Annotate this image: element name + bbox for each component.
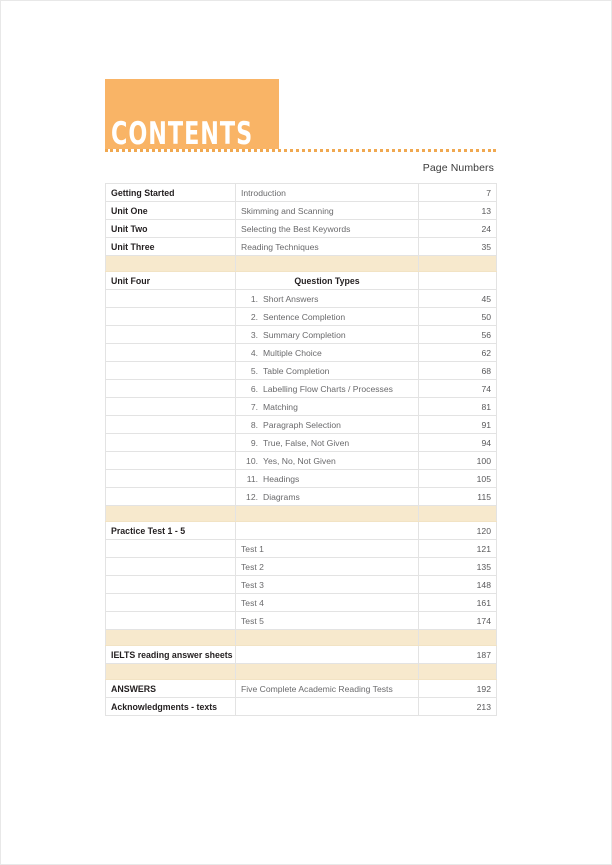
row-description [236, 416, 419, 434]
row-description: Skimming and Scanning [236, 202, 419, 220]
row-section-heading: Question Types [236, 272, 419, 290]
table-row[interactable] [106, 238, 497, 256]
row-label: Unit Two [106, 220, 236, 238]
row-page-number: 74 [419, 380, 497, 398]
item-text: Summary Completion [263, 329, 346, 340]
table-row[interactable] [106, 522, 497, 540]
row-description [236, 646, 419, 664]
item-text: Matching [263, 401, 298, 412]
table-row[interactable] [106, 680, 497, 698]
spacer-cell [236, 256, 419, 272]
row-page-number: 161 [419, 594, 497, 612]
row-description: Test 1 [236, 540, 419, 558]
table-row[interactable] [106, 184, 497, 202]
table-row[interactable] [106, 488, 497, 506]
table-row[interactable] [106, 576, 497, 594]
item-number: 12. [246, 491, 258, 502]
table-row[interactable] [106, 326, 497, 344]
table-row[interactable] [106, 416, 497, 434]
spacer-cell [236, 664, 419, 680]
item-text: Sentence Completion [263, 311, 346, 322]
page-title: CONTENTS [111, 116, 254, 152]
item-text: Headings [263, 473, 300, 484]
table-row[interactable] [106, 434, 497, 452]
spacer-cell [419, 630, 497, 646]
table-row[interactable] [106, 272, 497, 290]
row-description [236, 522, 419, 540]
row-description [236, 452, 419, 470]
row-label [106, 344, 236, 362]
item-number: 7. [250, 401, 258, 412]
row-label [106, 594, 236, 612]
row-description [236, 308, 419, 326]
spacer-cell [106, 256, 236, 272]
row-label: Practice Test 1 - 5 [106, 522, 236, 540]
table-row[interactable] [106, 470, 497, 488]
table-row[interactable] [106, 398, 497, 416]
row-label: ANSWERS [106, 680, 236, 698]
row-description: Five Complete Academic Reading Tests [236, 680, 419, 698]
row-description: Selecting the Best Keywords [236, 220, 419, 238]
row-label: Unit One [106, 202, 236, 220]
item-text: Diagrams [263, 491, 300, 502]
row-page-number: 94 [419, 434, 497, 452]
table-row[interactable] [106, 380, 497, 398]
spacer-cell [106, 630, 236, 646]
row-description: Test 5 [236, 612, 419, 630]
table-row[interactable] [106, 612, 497, 630]
spacer-cell [419, 256, 497, 272]
row-page-number [419, 272, 497, 290]
item-text: Labelling Flow Charts / Processes [263, 383, 393, 394]
row-label [106, 326, 236, 344]
item-number: 2. [250, 311, 258, 322]
row-page-number: 187 [419, 646, 497, 664]
spacer-cell [236, 506, 419, 522]
row-label [106, 362, 236, 380]
table-body [106, 184, 497, 716]
row-page-number: 120 [419, 522, 497, 540]
row-description: Test 3 [236, 576, 419, 594]
row-page-number: 81 [419, 398, 497, 416]
row-description [236, 326, 419, 344]
item-text: Table Completion [263, 365, 330, 376]
row-label [106, 416, 236, 434]
item-number: 3. [250, 329, 258, 340]
row-page-number: 135 [419, 558, 497, 576]
spacer-cell [106, 664, 236, 680]
item-number: 1. [250, 293, 258, 304]
table-spacer-row [106, 630, 497, 646]
row-page-number: 115 [419, 488, 497, 506]
table-row[interactable] [106, 594, 497, 612]
row-label [106, 434, 236, 452]
row-label [106, 558, 236, 576]
table-row[interactable] [106, 540, 497, 558]
row-page-number: 56 [419, 326, 497, 344]
table-row[interactable] [106, 308, 497, 326]
row-label: Unit Four [106, 272, 236, 290]
item-number: 6. [250, 383, 258, 394]
row-page-number: 7 [419, 184, 497, 202]
row-label: Acknowledgments - texts [106, 698, 236, 716]
row-description [236, 698, 419, 716]
spacer-cell [419, 506, 497, 522]
spacer-cell [106, 506, 236, 522]
item-number: 10. [246, 455, 258, 466]
row-label [106, 540, 236, 558]
row-page-number: 13 [419, 202, 497, 220]
row-page-number: 62 [419, 344, 497, 362]
row-description: Test 4 [236, 594, 419, 612]
item-number: 8. [250, 419, 258, 430]
row-description [236, 344, 419, 362]
table-spacer-row [106, 664, 497, 680]
row-label: IELTS reading answer sheets [106, 646, 236, 664]
row-description [236, 362, 419, 380]
table-row[interactable] [106, 698, 497, 716]
spacer-cell [419, 664, 497, 680]
item-text: Paragraph Selection [263, 419, 341, 430]
row-label [106, 308, 236, 326]
row-label: Getting Started [106, 184, 236, 202]
row-page-number: 24 [419, 220, 497, 238]
row-description [236, 488, 419, 506]
row-description: Introduction [236, 184, 419, 202]
row-description [236, 290, 419, 308]
row-label [106, 576, 236, 594]
item-text: Yes, No, Not Given [263, 455, 336, 466]
row-page-number: 100 [419, 452, 497, 470]
row-description [236, 434, 419, 452]
item-number: 4. [250, 347, 258, 358]
header-dotted-rule [105, 149, 496, 152]
row-page-number: 192 [419, 680, 497, 698]
table-row[interactable] [106, 452, 497, 470]
row-description [236, 380, 419, 398]
row-label [106, 470, 236, 488]
row-label [106, 290, 236, 308]
row-label [106, 380, 236, 398]
item-number: 5. [250, 365, 258, 376]
table-row[interactable] [106, 646, 497, 664]
table-row[interactable] [106, 558, 497, 576]
table-of-contents [105, 183, 497, 716]
row-description [236, 398, 419, 416]
row-page-number: 35 [419, 238, 497, 256]
table-row[interactable] [106, 220, 497, 238]
row-label [106, 398, 236, 416]
item-text: True, False, Not Given [263, 437, 350, 448]
row-page-number: 174 [419, 612, 497, 630]
row-page-number: 121 [419, 540, 497, 558]
row-page-number: 50 [419, 308, 497, 326]
page-numbers-caption: Page Numbers [422, 162, 494, 174]
item-text: Short Answers [263, 293, 319, 304]
row-page-number: 91 [419, 416, 497, 434]
spacer-cell [236, 630, 419, 646]
table-row[interactable] [106, 362, 497, 380]
row-description: Reading Techniques [236, 238, 419, 256]
item-number: 9. [250, 437, 258, 448]
table-row[interactable] [106, 290, 497, 308]
item-number: 11. [246, 473, 258, 484]
row-label [106, 488, 236, 506]
row-label [106, 452, 236, 470]
row-page-number: 68 [419, 362, 497, 380]
row-description [236, 470, 419, 488]
contents-header-block [105, 79, 279, 152]
item-text: Multiple Choice [263, 347, 322, 358]
row-page-number: 45 [419, 290, 497, 308]
row-label: Unit Three [106, 238, 236, 256]
table-spacer-row [106, 506, 497, 522]
table-row[interactable] [106, 344, 497, 362]
row-page-number: 213 [419, 698, 497, 716]
row-page-number: 105 [419, 470, 497, 488]
row-page-number: 148 [419, 576, 497, 594]
table-spacer-row [106, 256, 497, 272]
row-label [106, 612, 236, 630]
row-description: Test 2 [236, 558, 419, 576]
table-row[interactable] [106, 202, 497, 220]
